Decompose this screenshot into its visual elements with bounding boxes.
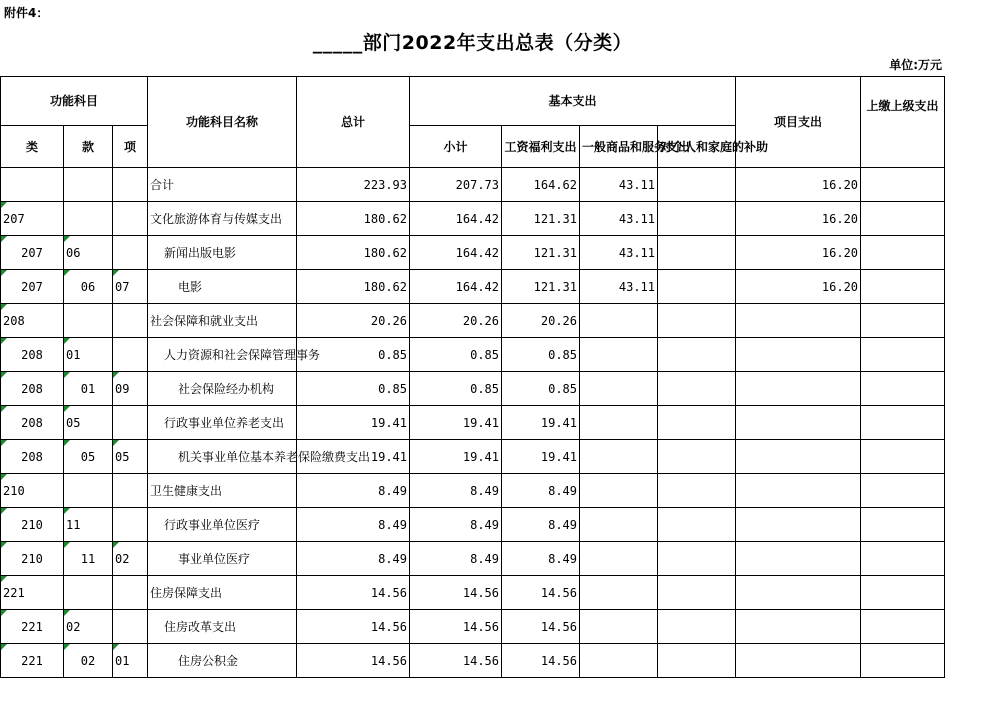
cell-total[interactable]: 180.62	[297, 236, 410, 270]
cell-total[interactable]: 14.56	[297, 644, 410, 678]
cell-upper[interactable]	[861, 236, 945, 270]
cell-project[interactable]	[736, 610, 861, 644]
attachment-label: 附件4：	[4, 6, 49, 20]
cell-xiang[interactable]: 05	[113, 440, 148, 474]
cell-project[interactable]: 16.20	[736, 168, 861, 202]
cell-xiang[interactable]: 09	[113, 372, 148, 406]
table-row	[1, 202, 945, 236]
cell-kuan[interactable]: 02	[64, 610, 113, 644]
cell-salary[interactable]: 164.62	[502, 168, 580, 202]
cell-subtotal[interactable]: 19.41	[410, 440, 502, 474]
cell-kuan[interactable]: 05	[64, 406, 113, 440]
cell-kuan[interactable]	[64, 474, 113, 508]
cell-lei[interactable]: 221	[1, 576, 64, 610]
cell-name[interactable]: 文化旅游体育与传媒支出	[148, 202, 297, 236]
cell-upper[interactable]	[861, 508, 945, 542]
cell-salary[interactable]: 14.56	[502, 610, 580, 644]
table-row	[1, 508, 945, 542]
cell-goods[interactable]	[580, 440, 658, 474]
cell-project[interactable]	[736, 542, 861, 576]
cell-subtotal[interactable]: 14.56	[410, 576, 502, 610]
cell-upper[interactable]	[861, 542, 945, 576]
cell-personal[interactable]	[658, 508, 736, 542]
cell-upper[interactable]	[861, 372, 945, 406]
header-func-subject: 功能科目	[1, 77, 148, 126]
cell-name[interactable]: 社会保险经办机构	[148, 372, 297, 406]
table-row	[1, 338, 945, 372]
cell-goods[interactable]	[580, 304, 658, 338]
cell-lei[interactable]: 221	[1, 644, 64, 678]
cell-salary[interactable]: 8.49	[502, 474, 580, 508]
cell-xiang[interactable]	[113, 508, 148, 542]
cell-xiang[interactable]: 01	[113, 644, 148, 678]
cell-subtotal[interactable]: 0.85	[410, 372, 502, 406]
cell-personal[interactable]	[658, 372, 736, 406]
cell-name[interactable]: 住房改革支出	[148, 610, 297, 644]
table-row	[1, 644, 945, 678]
cell-project[interactable]	[736, 644, 861, 678]
cell-name[interactable]: 行政事业单位养老支出	[148, 406, 297, 440]
cell-lei[interactable]: 208	[1, 338, 64, 372]
cell-xiang[interactable]	[113, 474, 148, 508]
cell-project[interactable]	[736, 372, 861, 406]
expenditure-table	[0, 76, 945, 678]
cell-salary[interactable]: 14.56	[502, 576, 580, 610]
header-subtotal: 小计	[410, 126, 502, 168]
cell-lei[interactable]: 207	[1, 202, 64, 236]
cell-kuan[interactable]	[64, 576, 113, 610]
table-row	[1, 474, 945, 508]
header-func-name: 功能科目名称	[148, 77, 297, 168]
cell-name[interactable]: 事业单位医疗	[148, 542, 297, 576]
cell-goods[interactable]	[580, 576, 658, 610]
cell-personal[interactable]	[658, 440, 736, 474]
cell-kuan[interactable]: 05	[64, 440, 113, 474]
cell-name[interactable]: 社会保障和就业支出	[148, 304, 297, 338]
cell-lei[interactable]: 210	[1, 508, 64, 542]
table-row	[1, 610, 945, 644]
cell-goods[interactable]	[580, 372, 658, 406]
cell-subtotal[interactable]: 20.26	[410, 304, 502, 338]
header-upper: 上缴上级支出	[861, 77, 945, 168]
header-xiang: 项	[113, 126, 148, 168]
header-total: 总计	[297, 77, 410, 168]
cell-kuan[interactable]	[64, 168, 113, 202]
cell-goods[interactable]	[580, 644, 658, 678]
cell-personal[interactable]	[658, 270, 736, 304]
cell-personal[interactable]	[658, 576, 736, 610]
cell-goods[interactable]	[580, 338, 658, 372]
cell-upper[interactable]	[861, 270, 945, 304]
cell-project[interactable]: 16.20	[736, 270, 861, 304]
cell-xiang[interactable]	[113, 338, 148, 372]
cell-xiang[interactable]	[113, 168, 148, 202]
cell-kuan[interactable]: 02	[64, 644, 113, 678]
table-row	[1, 304, 945, 338]
cell-name[interactable]: 机关事业单位基本养老保险缴费支出	[148, 440, 297, 474]
cell-total[interactable]: 180.62	[297, 270, 410, 304]
cell-total[interactable]: 8.49	[297, 508, 410, 542]
cell-personal[interactable]	[658, 236, 736, 270]
cell-subtotal[interactable]: 8.49	[410, 542, 502, 576]
cell-subtotal[interactable]: 14.56	[410, 644, 502, 678]
cell-name[interactable]: 卫生健康支出	[148, 474, 297, 508]
cell-name[interactable]: 电影	[148, 270, 297, 304]
cell-xiang[interactable]	[113, 406, 148, 440]
cell-salary[interactable]: 0.85	[502, 338, 580, 372]
cell-xiang[interactable]: 02	[113, 542, 148, 576]
cell-subtotal[interactable]: 164.42	[410, 202, 502, 236]
cell-project[interactable]: 16.20	[736, 202, 861, 236]
cell-personal[interactable]	[658, 338, 736, 372]
table-row	[1, 542, 945, 576]
cell-total[interactable]: 0.85	[297, 372, 410, 406]
cell-goods[interactable]	[580, 508, 658, 542]
cell-goods[interactable]: 43.11	[580, 202, 658, 236]
cell-kuan[interactable]	[64, 304, 113, 338]
cell-name[interactable]: 住房保障支出	[148, 576, 297, 610]
cell-goods[interactable]: 43.11	[580, 168, 658, 202]
table-body	[1, 168, 945, 678]
cell-xiang[interactable]	[113, 304, 148, 338]
table-row	[1, 576, 945, 610]
cell-xiang[interactable]	[113, 576, 148, 610]
cell-upper[interactable]	[861, 576, 945, 610]
cell-salary[interactable]: 8.49	[502, 508, 580, 542]
cell-salary[interactable]: 121.31	[502, 202, 580, 236]
cell-project[interactable]	[736, 576, 861, 610]
cell-xiang[interactable]	[113, 610, 148, 644]
cell-subtotal[interactable]: 8.49	[410, 474, 502, 508]
cell-subtotal[interactable]: 14.56	[410, 610, 502, 644]
table-row	[1, 236, 945, 270]
cell-lei[interactable]: 208	[1, 440, 64, 474]
cell-lei[interactable]: 210	[1, 474, 64, 508]
cell-name[interactable]: 新闻出版电影	[148, 236, 297, 270]
cell-personal[interactable]	[658, 644, 736, 678]
table-row	[1, 372, 945, 406]
cell-upper[interactable]	[861, 474, 945, 508]
cell-total[interactable]: 223.93	[297, 168, 410, 202]
cell-lei[interactable]: 207	[1, 236, 64, 270]
cell-upper[interactable]	[861, 304, 945, 338]
cell-goods[interactable]	[580, 610, 658, 644]
header-lei: 类	[1, 126, 64, 168]
unit-label: 单位:万元	[889, 58, 942, 72]
cell-lei[interactable]: 208	[1, 406, 64, 440]
cell-project[interactable]	[736, 508, 861, 542]
cell-lei[interactable]: 221	[1, 610, 64, 644]
header-basic: 基本支出	[410, 77, 736, 126]
header-personal: 对个人和家庭的补助	[658, 126, 736, 168]
cell-total[interactable]: 19.41	[297, 406, 410, 440]
cell-kuan[interactable]: 06	[64, 270, 113, 304]
cell-upper[interactable]	[861, 338, 945, 372]
cell-salary[interactable]: 19.41	[502, 440, 580, 474]
table-row	[1, 406, 945, 440]
cell-personal[interactable]	[658, 168, 736, 202]
cell-kuan[interactable]	[64, 202, 113, 236]
cell-goods[interactable]	[580, 542, 658, 576]
header-kuan: 款	[64, 126, 113, 168]
cell-upper[interactable]	[861, 440, 945, 474]
table-row	[1, 440, 945, 474]
cell-subtotal[interactable]: 207.73	[410, 168, 502, 202]
cell-project[interactable]: 16.20	[736, 236, 861, 270]
cell-xiang[interactable]: 07	[113, 270, 148, 304]
cell-total[interactable]: 14.56	[297, 610, 410, 644]
cell-upper[interactable]	[861, 406, 945, 440]
cell-kuan[interactable]: 01	[64, 338, 113, 372]
cell-upper[interactable]	[861, 202, 945, 236]
cell-lei[interactable]: 208	[1, 372, 64, 406]
cell-subtotal[interactable]: 19.41	[410, 406, 502, 440]
cell-kuan[interactable]: 01	[64, 372, 113, 406]
cell-name[interactable]: 人力资源和社会保障管理事务	[148, 338, 297, 372]
cell-salary[interactable]: 20.26	[502, 304, 580, 338]
cell-xiang[interactable]	[113, 236, 148, 270]
cell-salary[interactable]: 19.41	[502, 406, 580, 440]
cell-name[interactable]: 住房公积金	[148, 644, 297, 678]
cell-subtotal[interactable]: 8.49	[410, 508, 502, 542]
cell-goods[interactable]	[580, 474, 658, 508]
cell-lei[interactable]: 207	[1, 270, 64, 304]
cell-project[interactable]	[736, 440, 861, 474]
cell-personal[interactable]	[658, 406, 736, 440]
cell-kuan[interactable]: 11	[64, 542, 113, 576]
header-project: 项目支出	[736, 77, 861, 168]
cell-upper[interactable]	[861, 610, 945, 644]
cell-lei[interactable]	[1, 168, 64, 202]
cell-total[interactable]: 19.41	[297, 440, 410, 474]
page-title: _____部门2022年支出总表（分类）	[312, 32, 633, 54]
cell-upper[interactable]	[861, 644, 945, 678]
cell-project[interactable]	[736, 474, 861, 508]
cell-total[interactable]: 0.85	[297, 338, 410, 372]
cell-name[interactable]: 合计	[148, 168, 297, 202]
cell-kuan[interactable]: 11	[64, 508, 113, 542]
cell-salary[interactable]: 121.31	[502, 236, 580, 270]
cell-salary[interactable]: 121.31	[502, 270, 580, 304]
cell-subtotal[interactable]: 164.42	[410, 236, 502, 270]
cell-subtotal[interactable]: 164.42	[410, 270, 502, 304]
cell-xiang[interactable]	[113, 202, 148, 236]
cell-goods[interactable]: 43.11	[580, 270, 658, 304]
header-goods: 一般商品和服务支出	[580, 126, 658, 168]
cell-kuan[interactable]: 06	[64, 236, 113, 270]
cell-salary[interactable]: 0.85	[502, 372, 580, 406]
cell-goods[interactable]: 43.11	[580, 236, 658, 270]
cell-project[interactable]	[736, 304, 861, 338]
cell-personal[interactable]	[658, 202, 736, 236]
table-row	[1, 168, 945, 202]
cell-total[interactable]: 14.56	[297, 576, 410, 610]
cell-personal[interactable]	[658, 304, 736, 338]
header-salary: 工资福利支出	[502, 126, 580, 168]
cell-personal[interactable]	[658, 610, 736, 644]
cell-project[interactable]	[736, 338, 861, 372]
cell-personal[interactable]	[658, 474, 736, 508]
cell-total[interactable]: 180.62	[297, 202, 410, 236]
table-row	[1, 270, 945, 304]
cell-project[interactable]	[736, 406, 861, 440]
cell-lei[interactable]: 210	[1, 542, 64, 576]
cell-salary[interactable]: 8.49	[502, 542, 580, 576]
cell-name[interactable]: 行政事业单位医疗	[148, 508, 297, 542]
cell-upper[interactable]	[861, 168, 945, 202]
cell-salary[interactable]: 14.56	[502, 644, 580, 678]
cell-personal[interactable]	[658, 542, 736, 576]
cell-subtotal[interactable]: 0.85	[410, 338, 502, 372]
cell-total[interactable]: 8.49	[297, 542, 410, 576]
cell-total[interactable]: 20.26	[297, 304, 410, 338]
cell-lei[interactable]: 208	[1, 304, 64, 338]
cell-goods[interactable]	[580, 406, 658, 440]
cell-total[interactable]: 8.49	[297, 474, 410, 508]
